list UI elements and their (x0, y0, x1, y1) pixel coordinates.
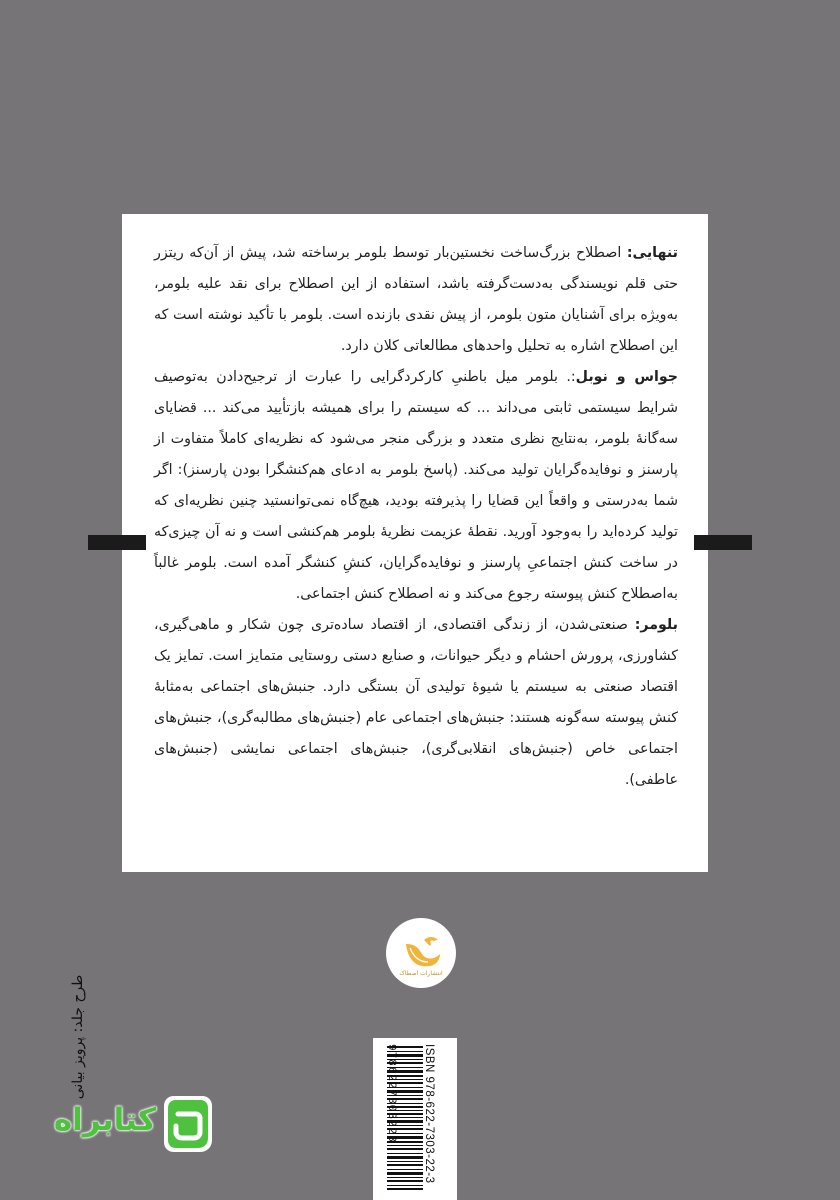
paragraph-2 (154, 362, 678, 610)
cover-designer-credit: طرح جلد: پرویز بیانی (70, 974, 86, 1100)
left-fold-marker (88, 535, 146, 550)
paragraph-1-body: اصطلاح بزرگ‌ساخت نخستین‌بار توسط بلومر برساخته شد، پیش از آن‌که ریتزر حتی قلم نویسندگی به‌دست‌گرفته باشد، استفاده از این اصطلاح برای نقد علیه بلومر، به‌ویژه برای آشنایان متون بلومر، از پیش نقدی بازنده است. بلومر با تأکید نوشته است که این اصطلاح اشاره به تحلیل واحدهای مطالعاتی کلان دارد. (154, 245, 678, 354)
paragraph-3 (154, 610, 678, 796)
paragraph-1 (154, 238, 678, 362)
barcode-number: 9786227303223 (385, 1044, 397, 1143)
paragraph-3-term: بلومر: (634, 617, 678, 633)
publisher-logo (386, 918, 456, 988)
paragraph-2-body: :. بلومر میل باطنیِ کارکردگرایی را عبارت از ترجیح‌دادن به‌توصیف شرایط سیستمی ثابتی می‌داند ... که سیستم را برای همیشه بازتأیید می‌کند ... قضایای سه‌گانهٔ بلومر، به‌نتایج نظری متعدد و بزرگی منجر می‌شود که نظریه‌ای کاملاً متفاوت از پارسنز و نوفایده‌گرایان تولید می‌کند. (پاسخ بلومر به ادعای هم‌کنشگرا بودن پارسنز): اگر شما به‌درستی و واقعاً این قضایا را پذیرفته بودید، هیچ‌گاه نمی‌توانستید چنین نظریه‌ای که تولید کرده‌اید را به‌وجود آورید. نقطهٔ عزیمت نظریهٔ بلومر هم‌کنشی است و نه آن چیزی‌که در ساخت کنش اجتماعیِ پارسنز و نوفایده‌گرایان، کنشِ کنشگر آمده است. بلومر غالباً به‌اصطلاح کنش پیوسته رجوع می‌کند و نه اصطلاح کنش اجتماعی. (154, 369, 678, 602)
right-fold-marker (694, 535, 752, 550)
ketabrah-watermark (38, 1092, 218, 1162)
isbn-text: ISBN 978-622-7303-22-3 (423, 1044, 435, 1184)
paragraph-3-body: صنعتی‌شدن، از زندگی اقتصادی، از اقتصاد ساده‌تری چون شکار و ماهی‌گیری، کشاورزی، پرورش احشام و دیگر حیوانات، و صنایع دستی روستایی متمایز است. تمایز یک اقتصاد صنعتی به سیستم یا شیوهٔ تولیدی آن بستگی دارد. جنبش‌های اجتماعی به‌مثابهٔ کنش پیوسته سه‌گونه هستند: جنبش‌های اجتماعی عام (جنبش‌های مطالبه‌گری)، جنبش‌های اجتماعی خاص (جنبش‌های انقلابی‌گری)، جنبش‌های اجتماعی نمایشی (جنبش‌های عاطفی). (154, 617, 678, 788)
publisher-logo-label: انتشارات اصطاک (399, 970, 443, 977)
ketabrah-logo-icon (156, 1092, 218, 1156)
paragraph-2-term: جواس و نوبل (575, 369, 678, 385)
isbn-barcode (373, 1038, 457, 1200)
back-cover-text-box (122, 214, 708, 872)
paragraph-1-term: تنهایی: (626, 245, 678, 261)
ketabrah-label: کتابراه (53, 1102, 156, 1138)
